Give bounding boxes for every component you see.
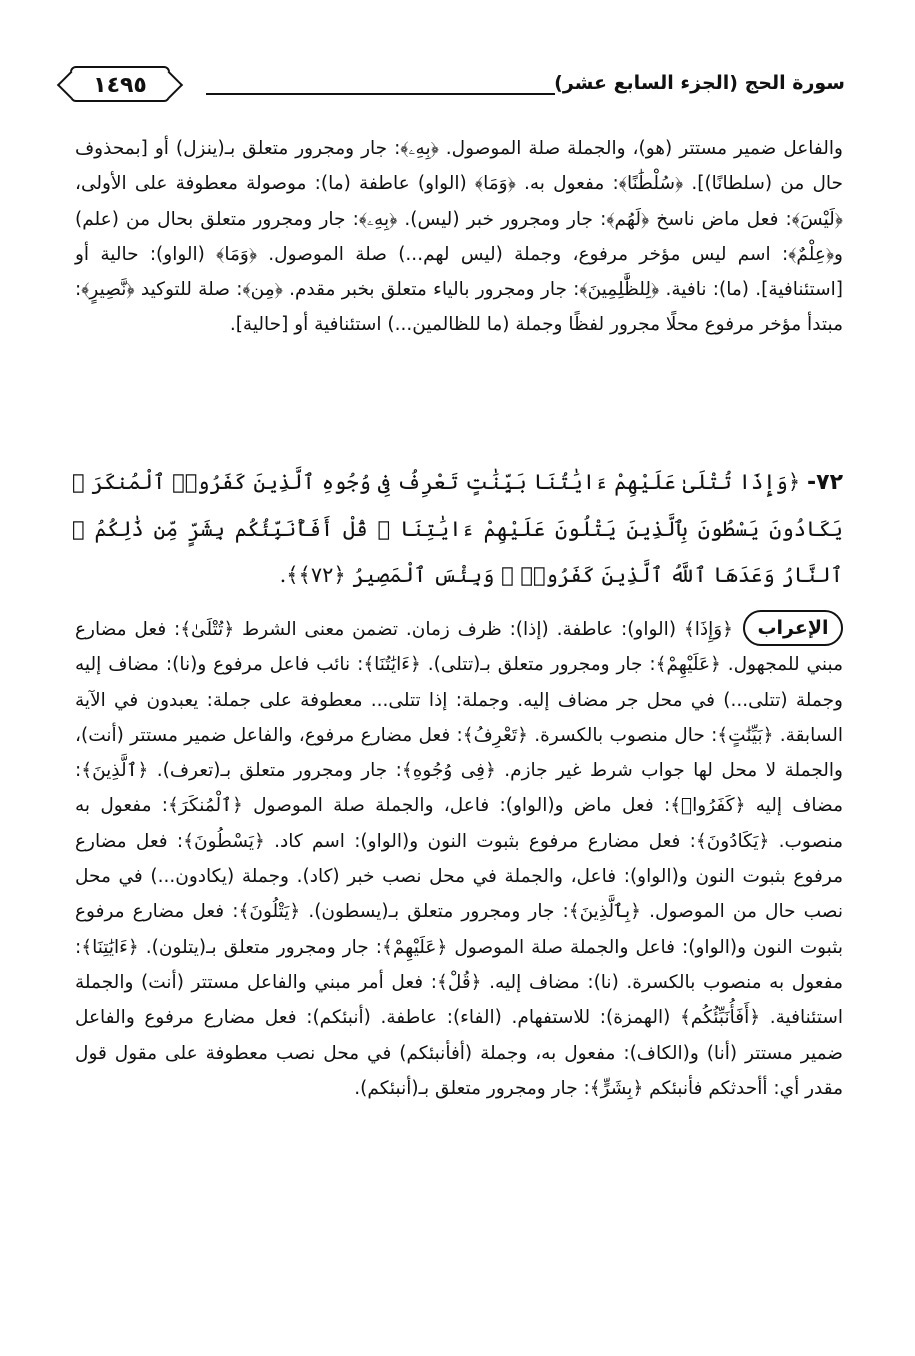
- page-header: [70, 66, 845, 106]
- irab-paragraph: ﴿وَإِذَا﴾ (الواو): عاطفة. (إذا): ظرف زمان. تضمن معنى الشرط ﴿تُتْلَىٰ﴾: فعل مضارع مبني للمجهول. ﴿عَلَيْهِمْ﴾: جار ومجرور متعلق بـ(تتلى). ﴿ءَايَٰتُنَا﴾: نائب فاعل مرفوع و(نا): مضاف إليه وجملة (تتلى...) في محل جر مضاف إليه. وجملة: إذا تتلى... معطوفة على جملة: يعبدون في الآية السابقة. ﴿بَيِّنَٰتٍ﴾: حال منصوب بالكسرة. ﴿تَعْرِفُ﴾: فعل مضارع مرفوع، والفاعل ضمير مستتر (أنت)، والجملة لا محل لها جواب شرط غير جازم. ﴿فِى وُجُوهِ﴾: جار ومجرور متعلق بـ(تعرف). ﴿ٱلَّذِينَ﴾: مضاف إليه ﴿كَفَرُوا۟﴾: فعل ماض و(الواو): فاعل، والجملة صلة الموصول ﴿ٱلْمُنكَرَ﴾: مفعول به منصوب. ﴿يَكَادُونَ﴾: فعل مضارع مرفوع بثبوت النون و(الواو): اسم كاد. ﴿يَسْطُونَ﴾: فعل مضارع مرفوع بثبوت النون و(الواو): فاعل، والجملة في محل نصب خبر (كاد). وجملة (يكادون...) في محل نصب حال من الموصول. ﴿بِٱلَّذِينَ﴾: جار ومجرور متعلق بـ(يسطون). ﴿يَتْلُونَ﴾: فعل مضارع مرفوع بثبوت النون و(الواو): فاعل والجملة صلة الموصول ﴿عَلَيْهِمْ﴾: جار ومجرور متعلق بـ(يتلون). ﴿ءَايَٰتِنَا﴾: مفعول به منصوب بالكسرة. (نا): مضاف إليه. ﴿قُلْ﴾: فعل أمر مبني والفاعل مستتر (أنت) والجملة استئنافية. ﴿أَفَأُنَبِّئُكُم﴾ (الهمزة): للاستفهام. (الفاء): عاطفة. (أنبئكم): فعل مضارع مرفوع والفاعل ضمير مستتر (أنا) و(الكاف): مفعول به، وجملة (أفأنبئكم) في محل نصب معطوفة على مقول قول مقدر أي: أأحدثكم فأنبئكم ﴿بِشَرٍّ﴾: جار ومجرور متعلق بـ(أنبئكم).: [75, 619, 843, 1099]
- verse-text: ﴿وَإِذَا تُتْلَىٰ عَلَيْهِمْ ءَايَٰتُنَا بَيِّنَٰتٍ تَعْرِفُ فِى وُجُوهِ ٱلَّذِينَ كَفَرُوا۟ ٱلْمُنكَرَ ۖ يَكَادُونَ يَسْطُونَ بِٱلَّذِينَ يَتْلُونَ عَلَيْهِمْ ءَايَٰتِنَا ۗ قُلْ أَفَأُنَبِّئُكُم بِشَرٍّ مِّن ذَٰلِكُمُ ۗ ٱلنَّارُ وَعَدَهَا ٱللَّهُ ٱلَّذِينَ كَفَرُوا۟ ۖ وَبِئْسَ ٱلْمَصِيرُ ﴿٧٢﴾﴾.: [72, 470, 843, 587]
- irab-label: الإعراب: [743, 610, 843, 646]
- verse-number: ٧٢-: [807, 470, 844, 495]
- quran-verse: [72, 459, 843, 598]
- page-number: ١٤٩٥: [70, 66, 170, 102]
- surah-title: سورة الحج (الجزء السابع عشر): [554, 72, 845, 94]
- commentary-paragraph-1: والفاعل ضمير مستتر (هو)، والجملة صلة الموصول. ﴿بِهِۦ﴾: جار ومجرور متعلق بـ(ينزل) أو [بمحذوف حال من (سلطانًا)]. ﴿سُلْطَٰنًا﴾: مفعول به. ﴿وَمَا﴾ (الواو) عاطفة (ما): موصولة معطوفة على الأولى، ﴿لَيْسَ﴾: فعل ماض ناسخ ﴿لَهُم﴾: جار ومجرور خبر (ليس). ﴿بِهِۦ﴾: جار ومجرور متعلق بحال من (علم) و﴿عِلْمٌ﴾: اسم ليس مؤخر مرفوع، وجملة (ليس لهم...) صلة الموصول. ﴿وَمَا﴾ (الواو): حالية أو [استئنافية]. (ما): نافية. ﴿لِلظَّٰلِمِينَ﴾: جار ومجرور بالياء متعلق بخبر مقدم. ﴿مِن﴾: صلة للتوكيد ﴿نَّصِيرٍ﴾: مبتدأ مؤخر مرفوع محلًا مجرور لفظًا وجملة (ما للظالمين...) استئنافية أو [حالية].: [75, 138, 843, 336]
- header-rule: [206, 93, 555, 95]
